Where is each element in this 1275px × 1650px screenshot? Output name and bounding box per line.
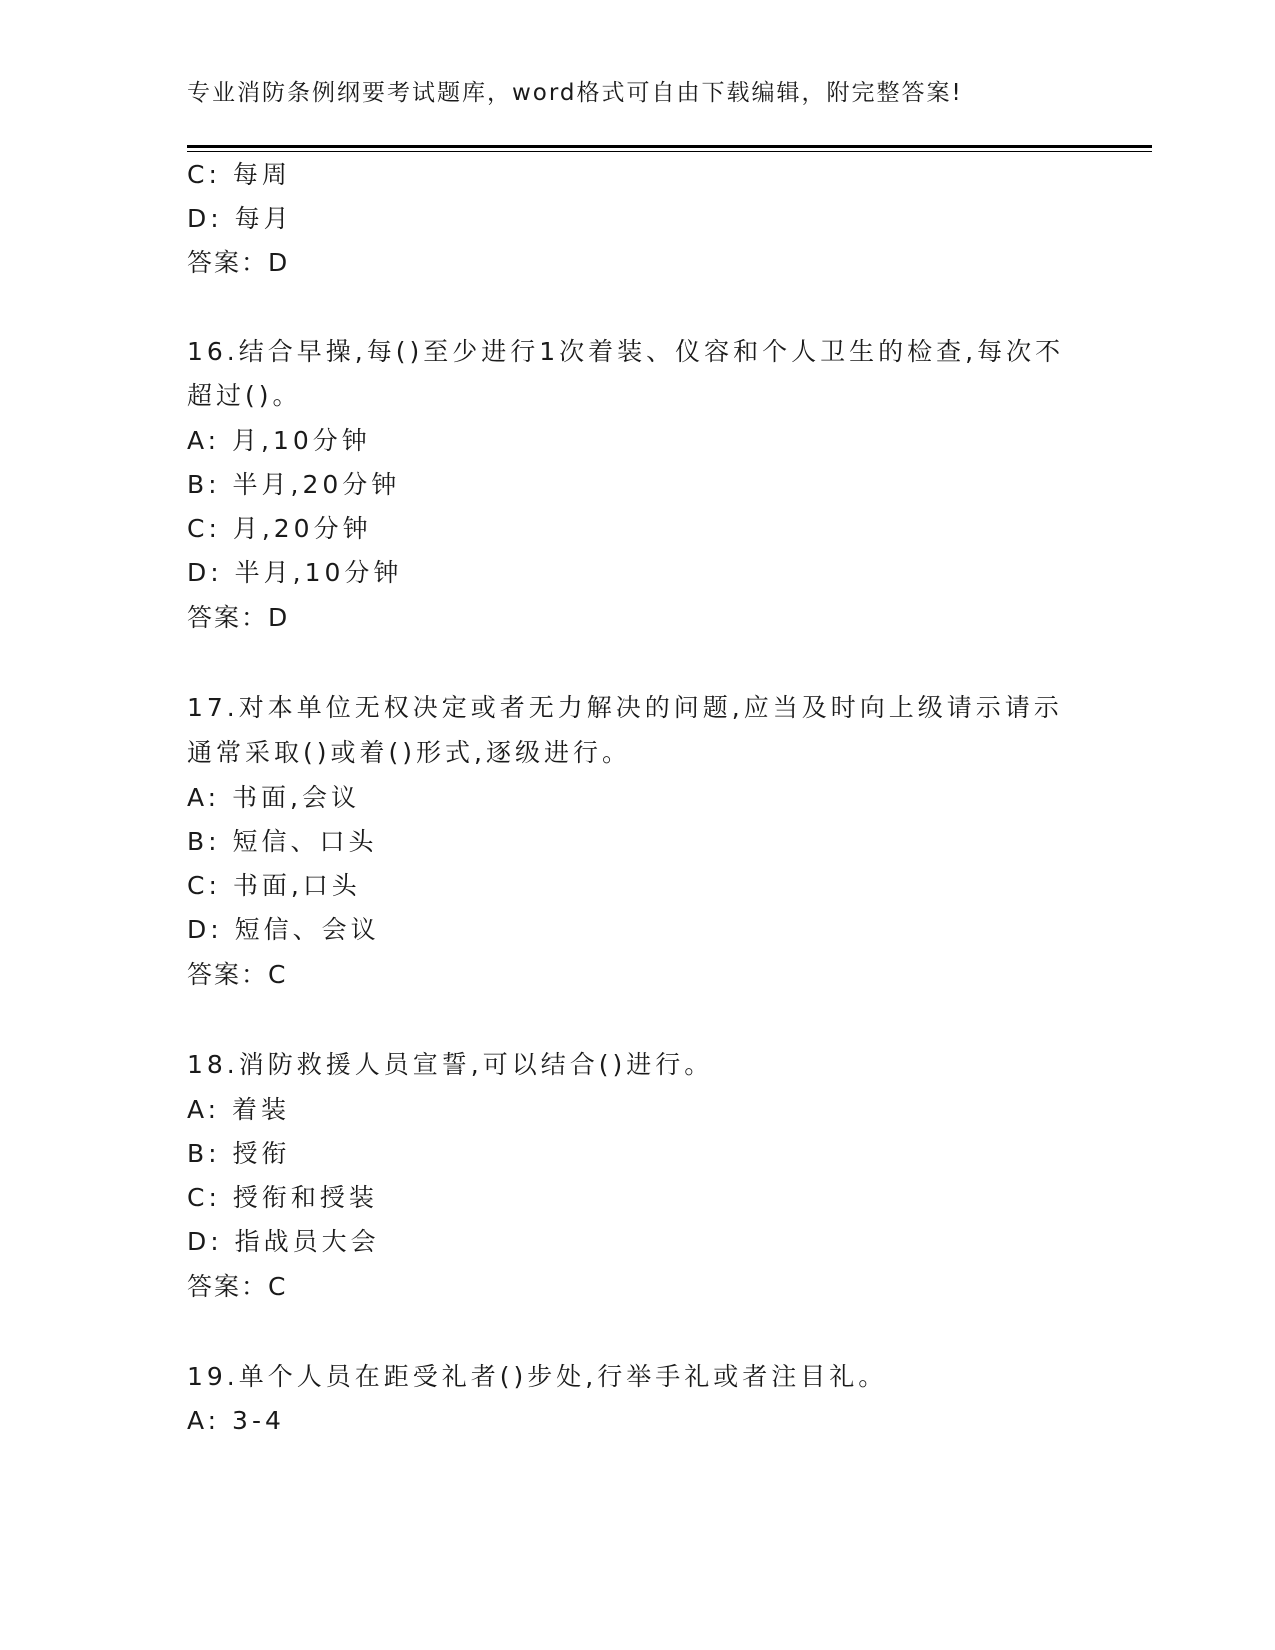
q18-stem-line1: 18.消防救援人员宣誓,可以结合()进行。 [187,1050,714,1079]
q17-option-c: C: 书面,口头 [187,871,361,900]
header-rule-thick [187,145,1152,148]
q18-option-d: D: 指战员大会 [187,1227,380,1256]
q16-option-d: D: 半月,10分钟 [187,558,403,587]
q18-answer: 答案：C [187,1272,288,1301]
q17-stem-line1: 17.对本单位无权决定或者无力解决的问题,应当及时向上级请示请示 [187,693,1063,722]
header-rule-thin [187,151,1152,152]
page-header: 专业消防条例纲要考试题库，word格式可自由下载编辑，附完整答案! [187,80,963,106]
q17-stem-line2: 通常采取()或着()形式,逐级进行。 [187,738,631,767]
q16-option-a: A: 月,10分钟 [187,426,371,455]
q17-option-b: B: 短信、口头 [187,827,378,856]
q16-stem-line2: 超过()。 [187,381,302,410]
q18-option-a: A: 着装 [187,1095,291,1124]
q16-answer: 答案：D [187,603,290,632]
q17-answer: 答案：C [187,960,288,989]
q16-option-c: C: 月,20分钟 [187,514,372,543]
q19-option-a: A: 3-4 [187,1406,285,1435]
q16-stem-line1: 16.结合早操,每()至少进行1次着装、仪容和个人卫生的检查,每次不 [187,337,1065,366]
q15-option-c: C: 每周 [187,160,291,189]
q17-option-a: A: 书面,会议 [187,783,360,812]
q16-option-b: B: 半月,20分钟 [187,470,401,499]
q18-option-c: C: 授衔和授装 [187,1183,378,1212]
q17-option-d: D: 短信、会议 [187,915,380,944]
q19-stem-line1: 19.单个人员在距受礼者()步处,行举手礼或者注目礼。 [187,1362,888,1391]
q15-option-d: D: 每月 [187,204,293,233]
q15-answer: 答案：D [187,248,290,277]
q18-option-b: B: 授衔 [187,1139,291,1168]
